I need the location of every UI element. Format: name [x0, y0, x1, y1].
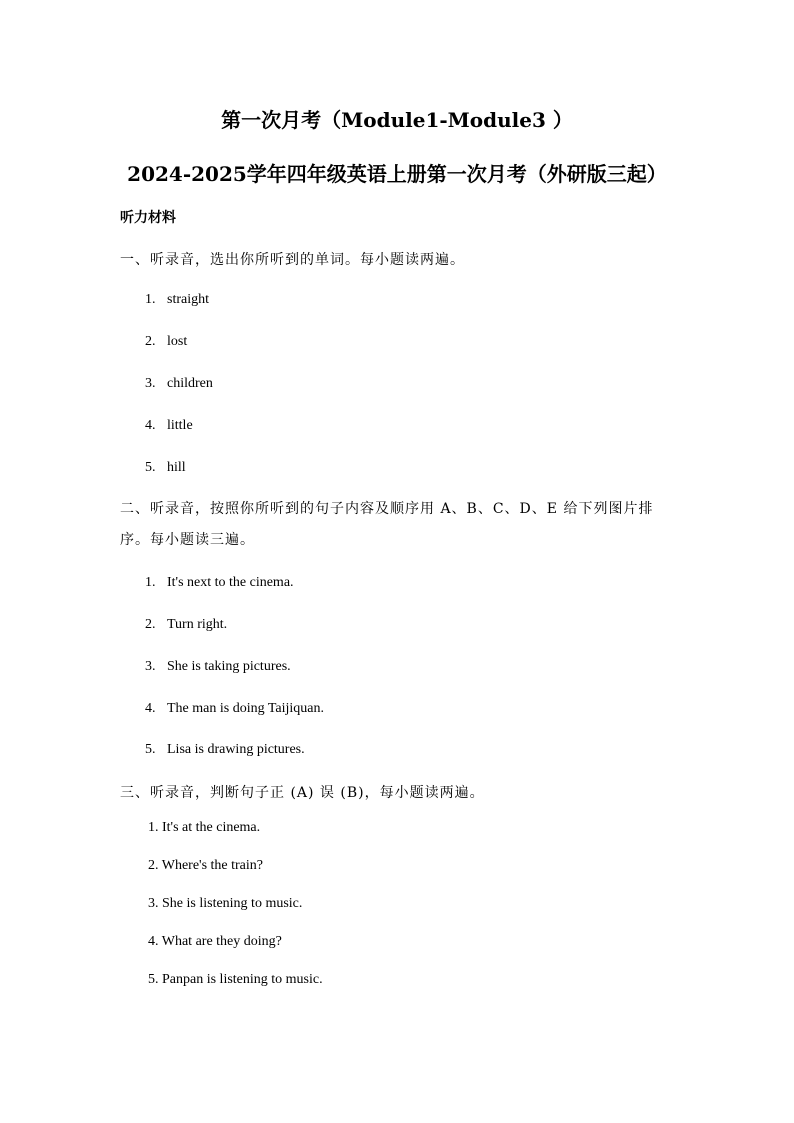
item-number: 5. — [145, 742, 156, 757]
item-number: 3. — [145, 659, 156, 674]
list-item — [145, 742, 305, 758]
list-item — [145, 292, 209, 308]
item-number: 4. — [145, 418, 156, 433]
item-number: 1. — [145, 575, 156, 590]
list-item — [145, 418, 193, 434]
item-text: straight — [167, 292, 209, 307]
list-item — [145, 460, 186, 476]
document-title: 第一次月考（Module1-Module3 ） — [221, 108, 573, 132]
document-subtitle: 2024-2025学年四年级英语上册第一次月考（外研版三起） — [127, 162, 667, 186]
list-item — [145, 376, 213, 392]
section-label: 听力材料 — [120, 210, 176, 226]
item-text: little — [167, 418, 193, 433]
item-text: It's next to the cinema. — [167, 575, 294, 590]
list-item: 5. Panpan is listening to music. — [148, 972, 323, 987]
item-number: 1. — [145, 292, 156, 307]
section-3-heading: 三、听录音，判断句子正 (A) 误 (B)，每小题读两遍。 — [120, 785, 485, 801]
section-1-heading: 一、听录音，选出你所听到的单词。每小题读两遍。 — [120, 252, 465, 268]
list-item — [145, 659, 291, 675]
item-number: 3. — [145, 376, 156, 391]
item-text: lost — [167, 334, 188, 349]
list-item — [145, 701, 324, 717]
list-item — [145, 334, 187, 350]
item-text: hill — [167, 460, 186, 475]
item-number: 2. — [145, 334, 156, 349]
item-number: 5. — [145, 460, 156, 475]
list-item: 2. Where's the train? — [148, 858, 263, 873]
list-item: 4. What are they doing? — [148, 934, 282, 949]
item-text: Lisa is drawing pictures. — [167, 742, 305, 757]
item-number: 4. — [145, 701, 156, 716]
list-item: 1. It's at the cinema. — [148, 820, 261, 835]
item-text: Turn right. — [167, 617, 228, 632]
item-text: The man is doing Taijiquan. — [167, 701, 325, 716]
list-item — [145, 575, 294, 591]
item-text: She is taking pictures. — [167, 659, 291, 674]
list-item — [145, 617, 227, 633]
list-item: 3. She is listening to music. — [148, 896, 303, 911]
item-number: 2. — [145, 617, 156, 632]
item-text: children — [167, 376, 213, 391]
section-2-heading: 二、听录音，按照你所听到的句子内容及顺序用 A、B、C、D、E 给下列图片排序。每小题读三遍。 — [120, 501, 654, 548]
